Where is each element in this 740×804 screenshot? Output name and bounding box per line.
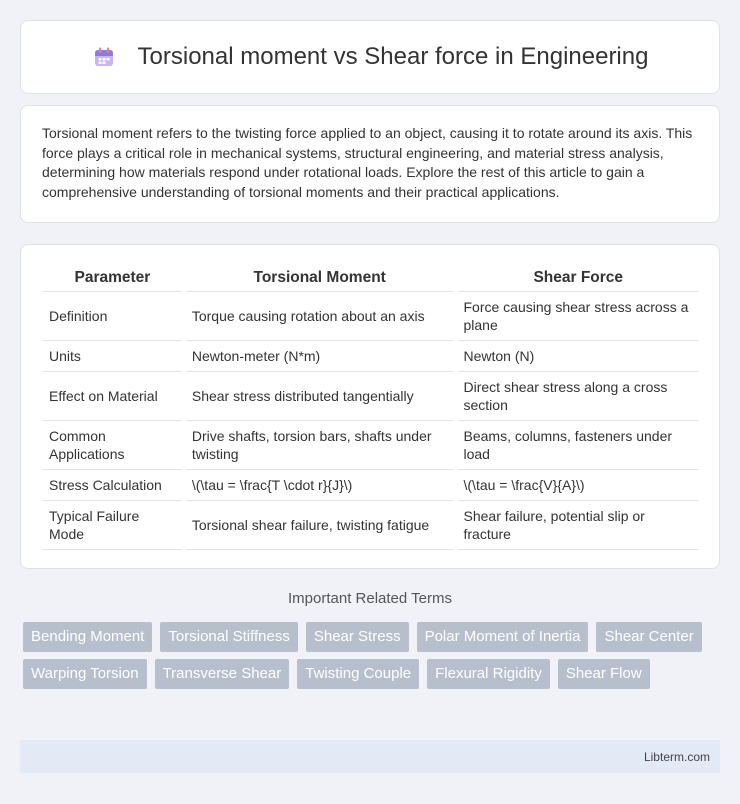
table-row <box>43 421 699 470</box>
row-torsional-value: Drive shafts, torsion bars, shafts under twisting <box>186 421 454 470</box>
row-torsional-value: Torque causing rotation about an axis <box>186 292 454 341</box>
intro-card <box>20 105 720 223</box>
row-shear-value: Direct shear stress along a cross section <box>458 372 700 421</box>
related-terms-list <box>23 622 723 689</box>
related-term-tag[interactable]: Torsional Stiffness <box>160 622 297 652</box>
table-header-row <box>43 265 699 292</box>
row-torsional-value: Shear stress distributed tangentially <box>186 372 454 421</box>
related-term-tag[interactable]: Shear Flow <box>558 659 650 689</box>
related-term-tag[interactable]: Flexural Rigidity <box>427 659 550 689</box>
header-torsional-moment: Torsional Moment <box>186 265 454 292</box>
intro-text: Torsional moment refers to the twisting force applied to an object, causing it to rotate around its axis. This force plays a critical role in mechanical systems, structural engineering, and material stress analysis, determining how materials respond under rotational loads. Explore the rest of this article to gain a comprehensive understanding of torsional moments and their practical applications. <box>42 125 693 200</box>
row-shear-value: \(\tau = \frac{V}{A}\) <box>458 470 700 501</box>
title-wrap <box>92 43 649 71</box>
related-term-tag[interactable]: Warping Torsion <box>23 659 147 689</box>
related-term-tag[interactable]: Shear Stress <box>306 622 409 652</box>
related-term-tag[interactable]: Transverse Shear <box>155 659 290 689</box>
related-term-tag[interactable]: Bending Moment <box>23 622 152 652</box>
row-torsional-value: Newton-meter (N*m) <box>186 341 454 372</box>
row-parameter: Definition <box>43 292 182 341</box>
footer <box>20 740 720 773</box>
page-title: Torsional moment vs Shear force in Engineering <box>137 43 649 70</box>
row-torsional-value: Torsional shear failure, twisting fatigue <box>186 501 454 550</box>
related-term-tag[interactable]: Shear Center <box>596 622 701 652</box>
row-parameter: Effect on Material <box>43 372 182 421</box>
table-row <box>43 292 699 341</box>
table-row <box>43 372 699 421</box>
header-card <box>20 20 720 94</box>
header-parameter: Parameter <box>43 265 182 292</box>
row-shear-value: Beams, columns, fasteners under load <box>458 421 700 470</box>
table-row <box>43 470 699 501</box>
row-shear-value: Newton (N) <box>458 341 700 372</box>
related-terms-title: Important Related Terms <box>288 590 452 607</box>
header-shear-force: Shear Force <box>458 265 700 292</box>
related-term-tag[interactable]: Twisting Couple <box>297 659 419 689</box>
calendar-icon <box>92 45 116 69</box>
comparison-table-card <box>20 244 720 569</box>
row-shear-value: Force causing shear stress across a plane <box>458 292 700 341</box>
table-row <box>43 501 699 550</box>
row-parameter: Common Applications <box>43 421 182 470</box>
comparison-table <box>43 265 699 550</box>
row-torsional-value: \(\tau = \frac{T \cdot r}{J}\) <box>186 470 454 501</box>
related-term-tag[interactable]: Polar Moment of Inertia <box>417 622 589 652</box>
table-row <box>43 341 699 372</box>
footer-site-link[interactable]: Libterm.com <box>643 749 710 764</box>
row-parameter: Typical Failure Mode <box>43 501 182 550</box>
row-shear-value: Shear failure, potential slip or fracture <box>458 501 700 550</box>
row-parameter: Stress Calculation <box>43 470 182 501</box>
row-parameter: Units <box>43 341 182 372</box>
